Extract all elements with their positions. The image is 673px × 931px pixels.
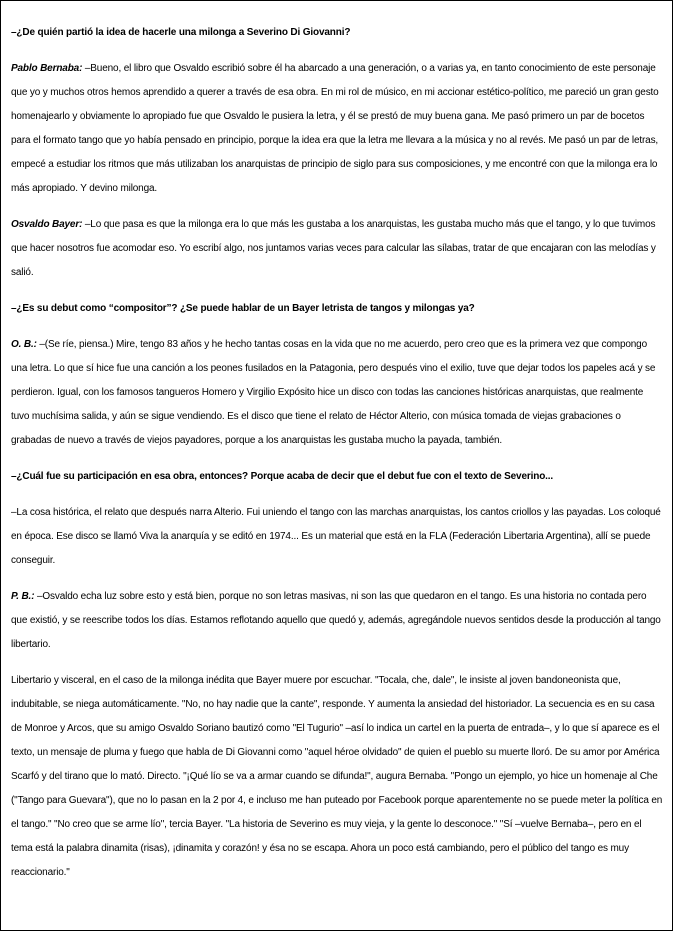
question-paragraph — [11, 465, 663, 489]
speaker-label: Osvaldo Bayer: — [11, 219, 83, 230]
speaker-label: Pablo Bernaba: — [11, 63, 83, 74]
answer-paragraph — [11, 501, 663, 573]
interview-question: –¿Cuál fue su participación en esa obra, entonces? Porque acaba de decir que el debut fue con el texto de Severino... — [11, 471, 554, 482]
answer-paragraph — [11, 585, 663, 657]
answer-paragraph — [11, 57, 663, 201]
answer-text: –Lo que pasa es que la milonga era lo que más les gustaba a los anarquistas, les gustaba mucho más que el tango, y lo que tuvimos que hacer nosotros fue acomodar eso. Yo escribí algo, nos juntamos varias veces para calcular las sílabas, tratar de que encajaran con las melodías y salió. — [11, 219, 656, 278]
interview-question: –¿De quién partió la idea de hacerle una milonga a Severino Di Giovanni? — [11, 27, 351, 38]
narrative-paragraph — [11, 669, 663, 885]
speaker-label: P. B.: — [11, 591, 35, 602]
article-body — [11, 21, 663, 897]
interview-question: –¿Es su debut como “compositor”? ¿Se puede hablar de un Bayer letrista de tangos y milongas ya? — [11, 303, 475, 314]
narrative-text: Libertario y visceral, en el caso de la milonga inédita que Bayer muere por escuchar. "Tocala, che, dale", le insiste al joven bandoneonista que, indubitable, se niega automáticamente. "No, no hay nadie que la cante", responde. Y aumenta la ansiedad del historiador. La secuencia es en su casa de Monroe y Arcos, que su amigo Osvaldo Soriano bautizó como "El Tugurio" –así lo indica un cartel en la puerta de entrada–, y lo que sí aparece es el texto, un mensaje de pluma y fuego que habla de Di Giovanni como "aquel héroe olvidado" de quien el pueblo su muerte lloró. De su amor por América Scarfó y del tirano que lo mató. Directo. "¡Qué lío se va a armar cuando se difunda!", augura Bernaba. "Pongo un ejemplo, yo hice un homenaje al Che ("Tango para Guevara"), que no lo pasan en la 2 por 4, e incluso me han puteado por Facebook porque aparentemente no se puede meter la política en el tango." "No creo que se arme lío", tercia Bayer. "La historia de Severino es muy vieja, y la gente lo desconoce." "Sí –vuelve Bernaba–, pero en el tema está la palabra dinamita (risas), ¡dinamita y corazón! y ésa no se escapa. Ahora un poco está cambiando, pero el público del tango es muy reaccionario." — [11, 675, 663, 878]
answer-text: –Bueno, el libro que Osvaldo escribió sobre él ha abarcado a una generación, o a varias ya, en tanto conocimiento de este personaje que yo y muchos otros hemos aprendido a querer a través de esa obra. En mi rol de músico, en mi accionar estético-político, me pareció un gran gesto homenajearlo y obviamente lo apropiado fue que Osvaldo le pusiera la letra, y él se prestó de muy buena gana. Me pasó primero un par de bocetos para el formato tango que yo había pensado en principio, porque la idea era que la letra me llevara a la música y no al revés. Me pasó un par de letras, empecé a estudiar los ritmos que más utilizaban los anarquistas de principio de siglo para sus composiciones, y me encontré con que la milonga era lo más apropiado. Y devino milonga. — [11, 63, 659, 194]
answer-text: –Osvaldo echa luz sobre esto y está bien, porque no son letras masivas, ni son las que quedaron en el tango. Es una historia no contada pero que existió, y se reescribe todos los días. Estamos reflotando aquello que quedó y, además, agregándole nuevos sentidos desde la producción al tango libertario. — [11, 591, 661, 650]
speaker-label: O. B.: — [11, 339, 37, 350]
answer-paragraph — [11, 333, 663, 453]
answer-text: –(Se ríe, piensa.) Mire, tengo 83 años y he hecho tantas cosas en la vida que no me acuerdo, pero creo que es la primera vez que compongo una letra. Lo que sí hice fue una canción a los peones fusilados en la Patagonia, pero después vino el exilio, tuve que dejar todos los papeles acá y se perdieron. Igual, con los famosos tangueros Homero y Virgilio Expósito hice un disco con todas las canciones históricas anarquistas, que realmente tuvo muchísima salida, y aún se sigue vendiendo. Es el disco que tiene el relato de Héctor Alterio, con música tomada de viejas grabaciones o grabadas de nuevo a través de viejos payadores, porque a los anarquistas les gustaba mucho la payada, también. — [11, 339, 656, 446]
answer-paragraph — [11, 213, 663, 285]
question-paragraph — [11, 21, 663, 45]
question-paragraph — [11, 297, 663, 321]
answer-text: –La cosa histórica, el relato que después narra Alterio. Fui uniendo el tango con las marchas anarquistas, los cantos criollos y las payadas. Los coloqué en época. Ese disco se llamó Viva la anarquía y se editó en 1974... Es un material que está en la FLA (Federación Libertaria Argentina), allí se puede conseguir. — [11, 507, 661, 566]
